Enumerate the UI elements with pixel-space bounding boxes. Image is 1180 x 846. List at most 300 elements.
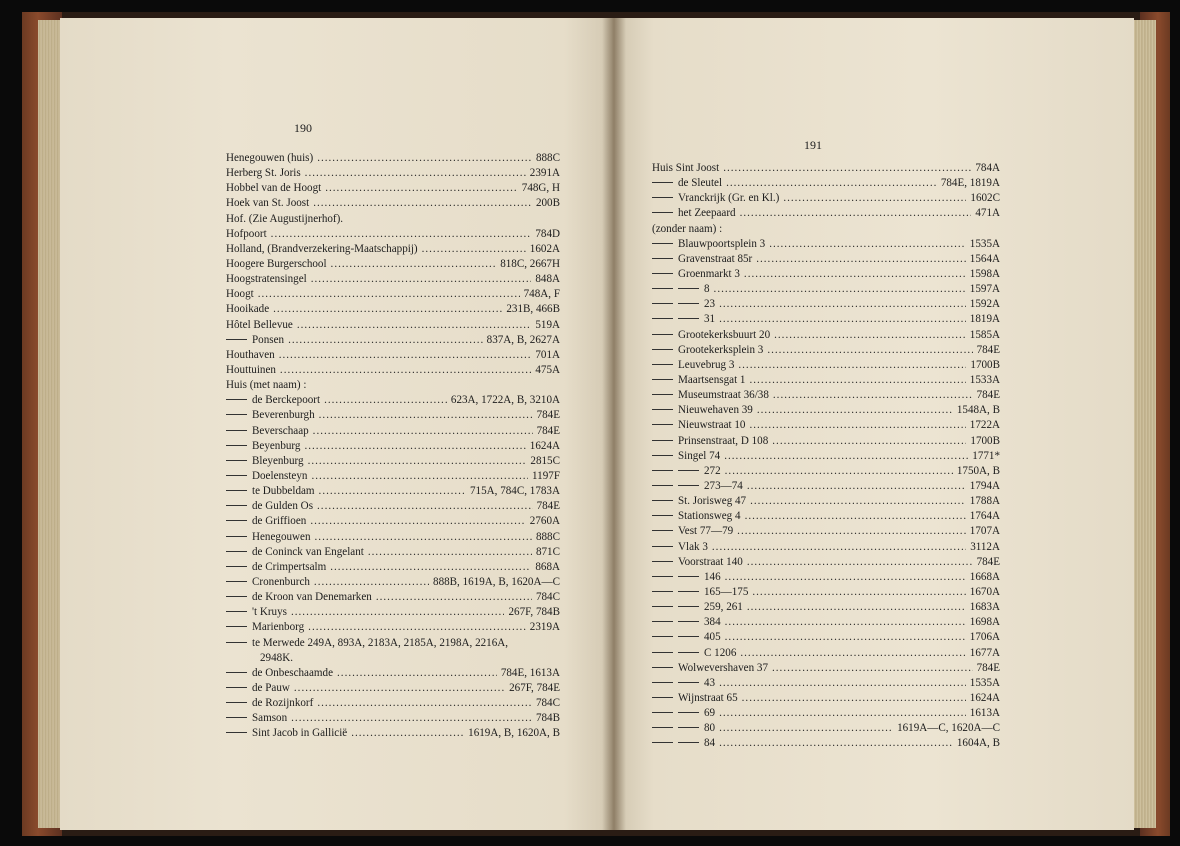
entry-reference: 1677A	[969, 646, 1000, 659]
index-entry	[652, 661, 1000, 676]
entry-name: 273—74	[704, 479, 743, 492]
entry-reference: 1535A	[969, 676, 1000, 689]
entry-name: 31	[704, 313, 716, 326]
index-entry	[226, 348, 560, 363]
leader-dots	[317, 696, 532, 711]
index-entry	[652, 252, 1000, 267]
ditto-dash	[652, 727, 673, 728]
index-entry	[652, 494, 1000, 509]
entry-name: de Griffioen	[252, 515, 307, 528]
index-entry	[226, 560, 560, 575]
leader-dots	[725, 464, 953, 479]
leader-dots	[767, 343, 972, 358]
index-entry	[652, 343, 1000, 358]
ditto-dash	[652, 682, 673, 683]
ditto-dash	[652, 273, 673, 274]
ditto-dash	[652, 303, 673, 304]
index-entry	[652, 615, 1000, 630]
entry-name: de Pauw	[252, 681, 290, 694]
entry-name: Marienborg	[252, 621, 305, 634]
entry-name: 165—175	[704, 585, 749, 598]
index-entry	[652, 373, 1000, 388]
ditto-dash	[652, 318, 673, 319]
entry-reference: 231B, 466B	[506, 303, 560, 316]
leader-dots	[725, 615, 966, 630]
entry-name: Wijnstraat 65	[678, 691, 738, 704]
entry-name: (zonder naam) :	[652, 222, 723, 235]
ditto-dash	[652, 364, 673, 365]
ditto-dash	[652, 606, 673, 607]
entry-reference: 1698A	[969, 616, 1000, 629]
entry-reference: 1764A	[969, 510, 1000, 523]
entry-reference: 715A, 784C, 1783A	[470, 485, 560, 498]
entry-reference: 200B	[535, 197, 560, 210]
index-entry	[652, 464, 1000, 479]
entry-reference: 1197F	[532, 469, 560, 482]
entry-name: 23	[704, 298, 716, 311]
leader-dots	[319, 408, 533, 423]
entry-reference: 784E	[976, 661, 1000, 674]
ditto-dash	[652, 334, 673, 335]
ditto-dash	[226, 475, 247, 476]
index-entry	[226, 393, 560, 408]
entry-name: 80	[704, 722, 716, 735]
entry-name: Beyenburg	[252, 439, 301, 452]
entry-name: C 1206	[704, 646, 737, 659]
entry-reference: 784E	[536, 500, 560, 513]
leader-dots	[317, 151, 532, 166]
entry-reference: 1707A	[969, 525, 1000, 538]
ditto-dash	[226, 732, 247, 733]
leader-dots	[744, 267, 966, 282]
index-entry	[226, 666, 560, 681]
ditto-dash	[652, 212, 673, 213]
entry-name: Beverschaap	[252, 424, 309, 437]
ditto-dash	[226, 445, 247, 446]
entry-name: Stationsweg 4	[678, 510, 741, 523]
entry-reference: 784E	[976, 343, 1000, 356]
entry-name: Nieuwehaven 39	[678, 404, 753, 417]
leader-dots	[304, 439, 525, 454]
ditto-dash	[678, 288, 699, 289]
entry-name: 2948K.	[260, 651, 293, 664]
entry-reference: 1619A, B, 1620A, B	[468, 727, 560, 740]
ditto-dash	[678, 682, 699, 683]
entry-name: het Zeepaard	[678, 207, 736, 220]
entry-name: Herberg St. Joris	[226, 167, 301, 180]
entry-name: Hoek van St. Joost	[226, 197, 310, 210]
entry-reference: 784C	[535, 591, 560, 604]
entry-name: de Sleutel	[678, 177, 723, 190]
entry-reference: 848A	[535, 273, 560, 286]
book-gutter	[602, 18, 626, 830]
ditto-dash	[652, 667, 673, 668]
entry-name: Groenmarkt 3	[678, 267, 740, 280]
entry-reference: 784E	[536, 424, 560, 437]
ditto-dash	[678, 727, 699, 728]
book	[22, 12, 1170, 836]
entry-name: Nieuwstraat 10	[678, 419, 746, 432]
entry-reference: 1619A—C, 1620A—C	[897, 722, 1000, 735]
index-entry	[652, 358, 1000, 373]
ditto-dash	[226, 611, 247, 612]
entry-name: Vest 77—79	[678, 525, 734, 538]
index-entry	[226, 726, 560, 741]
index-entry	[226, 454, 560, 469]
ditto-dash	[652, 379, 673, 380]
entry-name: te Merwede 249A, 893A, 2183A, 2185A, 2198A, 2216A,	[252, 636, 509, 649]
index-entry	[226, 575, 560, 590]
leader-dots	[714, 282, 966, 297]
index-entry	[226, 696, 560, 711]
leader-dots	[376, 590, 532, 605]
entry-name: Beverenburgh	[252, 409, 315, 422]
entry-reference: 519A	[535, 318, 560, 331]
index-entry	[652, 736, 1000, 751]
entry-reference: 701A	[535, 348, 560, 361]
leader-dots	[351, 726, 464, 741]
entry-name: Doelensteyn	[252, 469, 308, 482]
ditto-dash	[226, 566, 247, 567]
index-entry	[652, 434, 1000, 449]
leader-dots	[747, 479, 966, 494]
index-entry	[652, 555, 1000, 570]
index-entry	[652, 646, 1000, 661]
ditto-dash	[226, 339, 247, 340]
entry-name: de Coninck van Engelant	[252, 545, 364, 558]
ditto-dash	[652, 576, 673, 577]
index-entry	[652, 585, 1000, 600]
entry-reference: 1624A	[969, 691, 1000, 704]
entry-name: Houttuinen	[226, 363, 276, 376]
index-entry	[652, 237, 1000, 252]
page-number-right: 191	[804, 138, 822, 152]
entry-name: de Crimpertsalm	[252, 560, 327, 573]
entry-reference: 784B	[535, 712, 560, 725]
index-entry	[226, 302, 560, 317]
index-entry	[652, 312, 1000, 327]
leader-dots	[288, 333, 483, 348]
entry-reference: 784E, 1819A	[940, 177, 1000, 190]
entry-name: Hofpoort	[226, 227, 267, 240]
right-page	[612, 18, 1134, 830]
ditto-dash	[226, 717, 247, 718]
index-entry	[652, 176, 1000, 191]
leader-dots	[280, 363, 531, 378]
leader-dots	[315, 530, 532, 545]
ditto-dash	[226, 581, 247, 582]
ditto-dash	[678, 606, 699, 607]
index-entry	[226, 196, 560, 211]
entry-name: Hof. (Zie Augustijnerhof).	[226, 212, 344, 225]
page-edges-right	[1134, 20, 1156, 828]
ditto-dash	[652, 485, 673, 486]
leader-dots	[724, 449, 968, 464]
entry-reference: 1602C	[970, 192, 1000, 205]
index-entry	[652, 418, 1000, 433]
entry-reference: 784E	[976, 555, 1000, 568]
ditto-dash	[652, 515, 673, 516]
entry-reference: 1624A	[529, 439, 560, 452]
index-list-left	[226, 151, 560, 741]
ditto-dash	[652, 546, 673, 547]
ditto-dash	[226, 687, 247, 688]
ditto-dash	[226, 626, 247, 627]
entry-reference: 623A, 1722A, B, 3210A	[450, 394, 560, 407]
leader-dots	[324, 393, 447, 408]
index-entry	[226, 711, 560, 726]
ditto-dash	[652, 697, 673, 698]
ditto-dash	[226, 672, 247, 673]
ditto-dash	[652, 394, 673, 395]
leader-dots	[769, 237, 966, 252]
ditto-dash	[652, 288, 673, 289]
entry-reference: 1668A	[969, 570, 1000, 583]
leader-dots	[337, 666, 497, 681]
entry-reference: 1613A	[969, 707, 1000, 720]
index-entry	[226, 439, 560, 454]
ditto-dash	[678, 485, 699, 486]
index-entry	[226, 484, 560, 499]
leader-dots	[311, 469, 528, 484]
ditto-dash	[678, 470, 699, 471]
entry-name: Holland, (Brandverzekering-Maatschappij)	[226, 242, 418, 255]
leader-dots	[725, 570, 966, 585]
leader-dots	[756, 252, 966, 267]
entry-name: Wolwevershaven 37	[678, 661, 768, 674]
entry-name: Grootekerksplein 3	[678, 343, 764, 356]
ditto-dash	[226, 414, 247, 415]
leader-dots	[725, 630, 966, 645]
entry-reference: 1592A	[969, 298, 1000, 311]
entry-reference: 1788A	[969, 495, 1000, 508]
entry-name: de Onbeschaamde	[252, 666, 334, 679]
ditto-dash	[652, 409, 673, 410]
entry-reference: 748A, F	[523, 288, 560, 301]
ditto-dash	[678, 742, 699, 743]
leader-dots	[719, 312, 966, 327]
entry-reference: 1700B	[970, 434, 1000, 447]
index-entry	[652, 676, 1000, 691]
entry-reference: 1722A	[969, 419, 1000, 432]
index-entry	[226, 620, 560, 635]
entry-reference: 1700B	[970, 358, 1000, 371]
entry-name: Vlak 3	[678, 540, 708, 553]
leader-dots	[308, 454, 527, 469]
entry-name: Bleyenburg	[252, 454, 304, 467]
entry-name: de Berckepoort	[252, 394, 321, 407]
entry-name: Huis (met naam) :	[226, 379, 307, 392]
leader-dots	[330, 560, 531, 575]
index-entry	[226, 151, 560, 166]
entry-reference: 1670A	[969, 585, 1000, 598]
ditto-dash	[652, 182, 673, 183]
entry-name: 't Kruys	[252, 606, 287, 619]
index-entry	[226, 499, 560, 514]
index-entry	[652, 267, 1000, 282]
index-entry	[226, 181, 560, 196]
index-entry	[652, 721, 1000, 736]
entry-name: de Gulden Os	[252, 500, 314, 513]
index-entry	[652, 282, 1000, 297]
leader-dots	[740, 206, 972, 221]
index-entry	[652, 509, 1000, 524]
entry-reference: 3112A	[970, 540, 1000, 553]
ditto-dash	[226, 596, 247, 597]
leader-dots	[757, 403, 953, 418]
entry-reference: 2815C	[530, 454, 560, 467]
leader-dots	[742, 691, 966, 706]
leader-dots	[294, 681, 505, 696]
leader-dots	[311, 272, 532, 287]
leader-dots	[719, 706, 966, 721]
entry-reference: 475A	[535, 363, 560, 376]
entry-reference: 1548A, B	[956, 404, 1000, 417]
ditto-dash	[652, 470, 673, 471]
ditto-dash	[652, 455, 673, 456]
ditto-dash	[226, 642, 247, 643]
index-list-right	[652, 161, 1000, 751]
ditto-dash	[652, 424, 673, 425]
leader-dots	[726, 176, 937, 191]
index-entry	[652, 691, 1000, 706]
leader-dots	[305, 166, 526, 181]
entry-reference: 1535A	[969, 237, 1000, 250]
leader-dots	[317, 499, 533, 514]
entry-reference: 1597A	[969, 283, 1000, 296]
index-entry	[226, 590, 560, 605]
index-entry	[226, 166, 560, 181]
leader-dots	[325, 181, 518, 196]
leader-dots	[314, 575, 429, 590]
index-entry	[226, 514, 560, 529]
index-entry	[226, 363, 560, 378]
entry-name: 69	[704, 707, 716, 720]
entry-reference: 784E, 1613A	[500, 666, 560, 679]
ditto-dash	[652, 258, 673, 259]
leader-dots	[740, 646, 965, 661]
leader-dots	[749, 418, 965, 433]
entry-reference: 888B, 1619A, B, 1620A—C	[433, 575, 560, 588]
ditto-dash	[678, 621, 699, 622]
leader-dots	[368, 545, 532, 560]
leader-dots	[310, 514, 525, 529]
entry-name: Hooikade	[226, 303, 270, 316]
leader-dots	[258, 287, 520, 302]
index-entry	[226, 408, 560, 423]
left-page	[60, 18, 620, 830]
entry-reference: 784E	[536, 409, 560, 422]
index-entry	[226, 333, 560, 348]
ditto-dash	[652, 561, 673, 562]
leader-dots	[719, 721, 893, 736]
entry-name: Prinsenstraat, D 108	[678, 434, 769, 447]
leader-dots	[719, 676, 966, 691]
entry-name: Sint Jacob in Gallicië	[252, 727, 348, 740]
leader-dots	[422, 242, 526, 257]
entry-reference: 1794A	[969, 479, 1000, 492]
ditto-dash	[226, 551, 247, 552]
leader-dots	[331, 257, 497, 272]
index-entry	[652, 388, 1000, 403]
entry-reference: 784E	[976, 389, 1000, 402]
entry-reference: 818C, 2667H	[500, 257, 560, 270]
entry-name: Hôtel Bellevue	[226, 318, 293, 331]
ditto-dash	[226, 702, 247, 703]
ditto-dash	[652, 636, 673, 637]
index-entry	[226, 605, 560, 620]
entry-name: Singel 74	[678, 449, 721, 462]
leader-dots	[750, 494, 966, 509]
entry-reference: 1750A, B	[956, 464, 1000, 477]
entry-reference: 748G, H	[521, 182, 560, 195]
entry-name: 146	[704, 570, 721, 583]
leader-dots	[772, 661, 973, 676]
leader-dots	[773, 388, 973, 403]
entry-name: 8	[704, 283, 710, 296]
ditto-dash	[226, 399, 247, 400]
index-entry	[226, 227, 560, 242]
ditto-dash	[226, 430, 247, 431]
entry-reference: 784D	[535, 227, 560, 240]
ditto-dash	[652, 243, 673, 244]
entry-reference: 2391A	[529, 167, 560, 180]
leader-dots	[712, 540, 966, 555]
entry-reference: 837A, B, 2627A	[486, 333, 560, 346]
entry-reference: 2319A	[529, 621, 560, 634]
entry-name: Maartsensgat 1	[678, 373, 746, 386]
entry-name: te Dubbeldam	[252, 485, 315, 498]
entry-reference: 868A	[535, 560, 560, 573]
ditto-dash	[678, 591, 699, 592]
entry-name: Henegouwen	[252, 530, 311, 543]
index-entry	[652, 191, 1000, 206]
index-entry	[226, 424, 560, 439]
leader-dots	[291, 605, 505, 620]
entry-reference: 1564A	[969, 252, 1000, 265]
leader-dots	[313, 424, 533, 439]
index-entry	[226, 257, 560, 272]
leader-dots	[774, 328, 966, 343]
entry-name: Grootekerksbuurt 20	[678, 328, 771, 341]
index-entry	[652, 222, 1000, 237]
index-entry	[652, 706, 1000, 721]
entry-name: Henegouwen (huis)	[226, 152, 314, 164]
entry-reference: 471A	[975, 207, 1000, 220]
entry-reference: 784C	[535, 697, 560, 710]
index-entry	[226, 318, 560, 333]
entry-reference: 1683A	[969, 601, 1000, 614]
entry-name: 384	[704, 616, 721, 629]
entry-name: Hobbel van de Hoogt	[226, 182, 322, 195]
index-entry	[226, 545, 560, 560]
leader-dots	[772, 434, 966, 449]
entry-reference: 871C	[535, 545, 560, 558]
entry-reference: 267F, 784B	[508, 606, 560, 619]
entry-reference: 2760A	[529, 515, 560, 528]
leader-dots	[271, 227, 532, 242]
entry-reference: 888C	[535, 152, 560, 164]
ditto-dash	[678, 652, 699, 653]
entry-name: Huis Sint Joost	[652, 162, 720, 174]
index-entry	[226, 287, 560, 302]
index-entry	[652, 479, 1000, 494]
index-entry	[226, 272, 560, 287]
entry-reference: 784A	[975, 162, 1000, 174]
entry-reference: 1598A	[969, 267, 1000, 280]
index-entry	[226, 242, 560, 257]
entry-name: Houthaven	[226, 348, 275, 361]
